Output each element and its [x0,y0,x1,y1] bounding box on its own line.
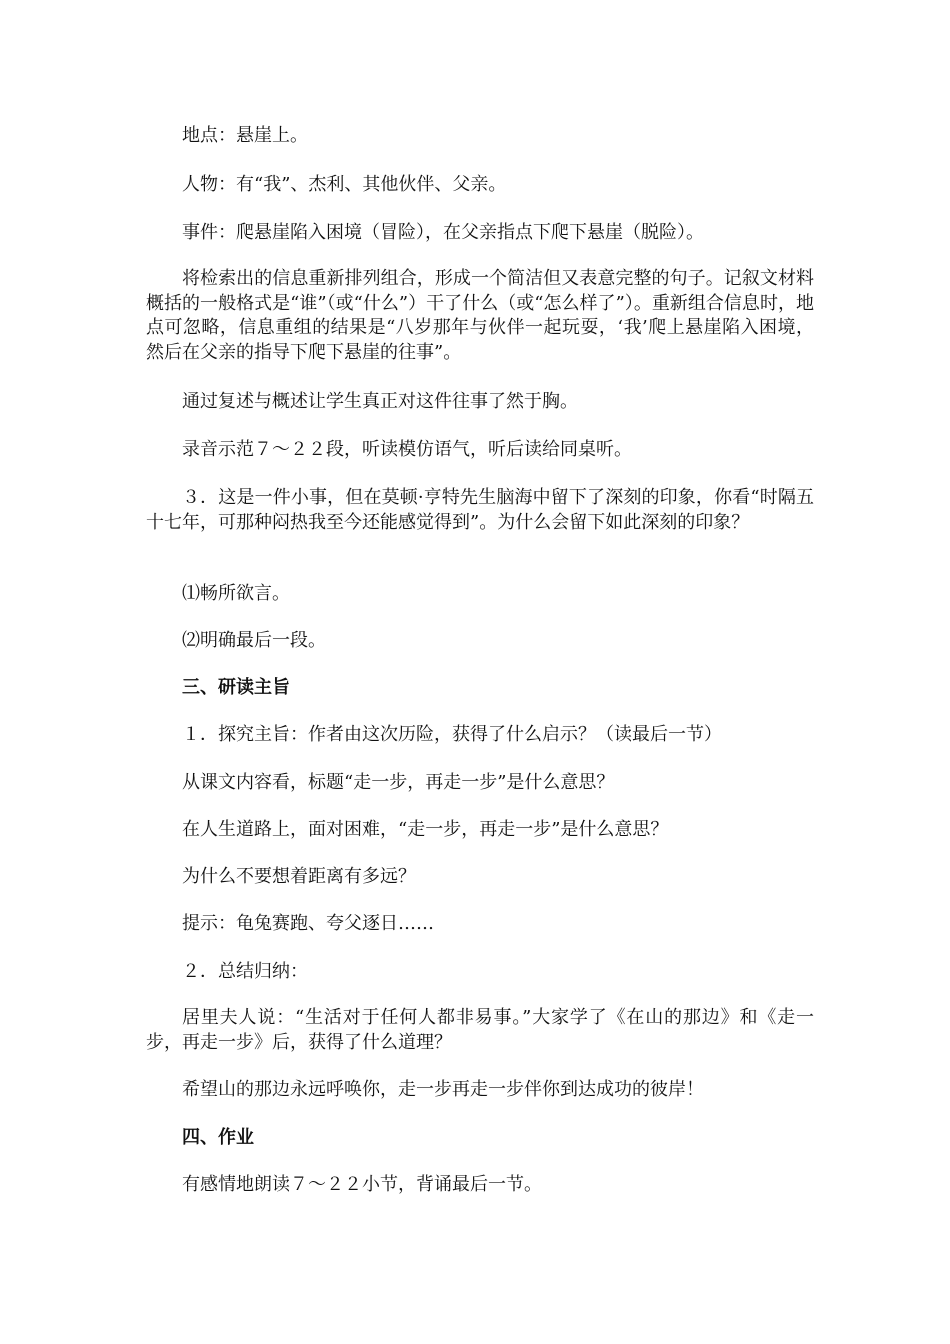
paragraph-question-3: ３．这是一件小事，但在莫顿·亨特先生脑海中留下了深刻的印象，你看“时隔五十七年，可那种闷热我至今还能感觉得到”。为什么会留下如此深刻的印象？ [146,487,814,533]
paragraph-location: 地点：悬崖上。 [182,125,308,146]
paragraph-curie-quote: 居里夫人说：“生活对于任何人都非易事。”大家学了《在山的那边》和《走一步，再走一步》后，获得了什么道理？ [146,1007,814,1053]
paragraph-homework: 有感情地朗读７～２２小节，背诵最后一节。 [182,1174,542,1195]
paragraph-hint: 提示：龟兔赛跑、夸父逐日…… [182,913,434,934]
paragraph-point-1: ⑴畅所欲言。 [182,583,290,604]
paragraph-recording: 录音示范７～２２段，听读模仿语气，听后读给同桌听。 [182,439,632,460]
paragraph-event: 事件：爬悬崖陷入困境（冒险），在父亲指点下爬下悬崖（脱险）。 [182,222,704,243]
paragraph-retell: 通过复述与概述让学生真正对这件往事了然于胸。 [182,391,578,412]
paragraph-explore-theme: １．探究主旨：作者由这次历险，获得了什么启示？（读最后一节） [182,724,722,745]
paragraph-summary: ２．总结归纳： [182,961,308,982]
paragraph-title-meaning: 从课文内容看，标题“走一步，再走一步”是什么意思？ [182,772,615,793]
paragraph-summary-method: 将检索出的信息重新排列组合，形成一个简洁但又表意完整的句子。记叙文材料概括的一般格式是“谁”（或“什么”）干了什么（或“怎么样了”）。重新组合信息时，地点可忽略，信息重组的结果是“八岁那年与伙伴一起玩耍，‘我’爬上悬崖陷入困境，然后在父亲的指导下爬下悬崖的往事”。 [146,268,814,364]
paragraph-characters: 人物：有“我”、杰利、其他伙伴、父亲。 [182,174,507,195]
paragraph-hope: 希望山的那边永远呼唤你，走一步再走一步伴你到达成功的彼岸！ [182,1079,704,1100]
section-heading-homework: 四、作业 [182,1127,254,1148]
paragraph-distance: 为什么不要想着距离有多远？ [182,866,416,887]
section-heading-theme: 三、研读主旨 [182,677,290,698]
paragraph-life-meaning: 在人生道路上，面对困难，“走一步，再走一步”是什么意思？ [182,819,669,840]
paragraph-point-2: ⑵明确最后一段。 [182,630,326,651]
